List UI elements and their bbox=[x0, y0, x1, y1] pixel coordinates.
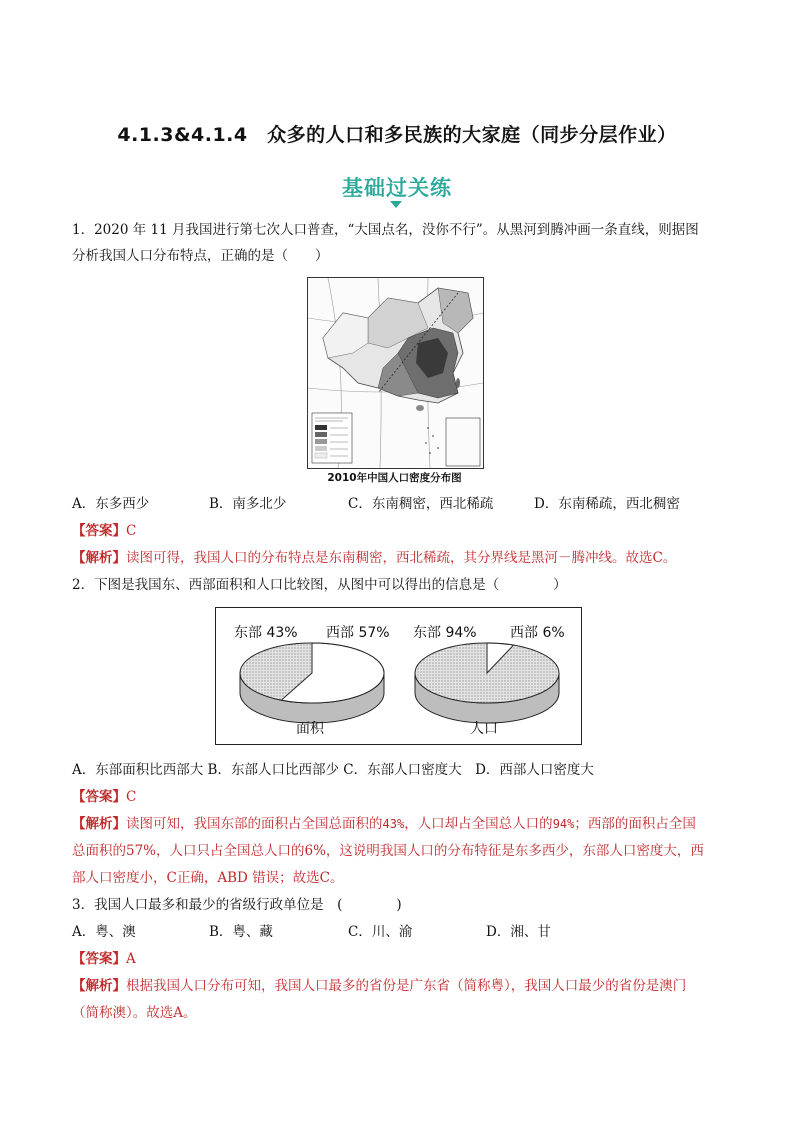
q3-analysis-line1 bbox=[72, 976, 732, 996]
q2-analysis-line2: 总面积的57%，人口只占全国总人口的6%，这说明我国人口的分布特征是东多西少，东部人口密度大，西 bbox=[72, 843, 704, 859]
pie-area-caption: 面积 bbox=[296, 721, 324, 737]
q3-option-c: C．川、渝 bbox=[348, 924, 413, 940]
analysis-tag: 【解析】 bbox=[72, 816, 126, 832]
section-marker-icon bbox=[390, 201, 402, 208]
pie-area-east-label: 东部 43% bbox=[234, 625, 298, 641]
q3-analysis-line2: （简称澳）。故选A。 bbox=[72, 1005, 197, 1021]
answer-tag: 【答案】 bbox=[72, 523, 126, 539]
q2-analysis-line1 bbox=[72, 814, 732, 834]
analysis-tag: 【解析】 bbox=[72, 978, 126, 994]
q1-option-d: D．东南稀疏，西北稠密 bbox=[534, 496, 680, 512]
answer-value: C bbox=[126, 523, 137, 539]
q3-stem: 3．我国人口最多和最少的省级行政单位是 ( ) bbox=[72, 897, 402, 913]
section-heading: 基础过关练 bbox=[342, 176, 452, 200]
q1-stem-line2: 分析我国人口分布特点，正确的是（ ） bbox=[72, 248, 329, 264]
q3-answer bbox=[72, 949, 732, 969]
pie-population-east-label: 东部 94% bbox=[413, 625, 477, 641]
analysis-number: 43% bbox=[382, 817, 405, 831]
pie-population-west-label: 西部 6% bbox=[510, 625, 565, 641]
pie-area-west-label: 西部 57% bbox=[326, 625, 390, 641]
pie-population bbox=[415, 643, 559, 723]
population-density-map bbox=[307, 277, 484, 469]
answer-value: C bbox=[126, 789, 137, 805]
pie-population-caption: 人口 bbox=[470, 721, 498, 737]
q3-option-a: A．粤、澳 bbox=[72, 924, 136, 940]
q1-option-a: A．东多西少 bbox=[72, 496, 150, 512]
page-title: 4.1.3&4.1.4 众多的人口和多民族的大家庭（同步分层作业） bbox=[117, 124, 677, 146]
q2-options: A．东部面积比西部大 B．东部人口比西部少 C．东部人口密度大 D．西部人口密度大 bbox=[72, 762, 594, 778]
q2-stem: 2．下图是我国东、西部面积和人口比较图，从图中可以得出的信息是（ ） bbox=[72, 577, 567, 593]
q3-option-d: D．湘、甘 bbox=[486, 924, 551, 940]
map-graphic bbox=[308, 278, 483, 468]
analysis-text: 读图可知，我国东部的面积占全国总面积的 bbox=[126, 816, 383, 832]
map-caption: 2010年中国人口密度分布图 bbox=[327, 472, 462, 484]
q1-option-c: C．东南稠密，西北稀疏 bbox=[348, 496, 494, 512]
q1-stem-line1: 1．2020 年 11 月我国进行第七次人口普查，“大国点名，没你不行”。从黑河到腾冲画一条直线，则据图 bbox=[72, 222, 699, 238]
analysis-text: 读图可得，我国人口的分布特点是东南稠密，西北稀疏，其分界线是黑河－腾冲线。故选C。 bbox=[126, 550, 677, 566]
answer-value: A bbox=[126, 951, 136, 967]
q2-analysis-line3: 部人口密度小，C正确，ABD 错误；故选C。 bbox=[72, 870, 344, 886]
analysis-text: ，人口却占全国总人口的 bbox=[404, 816, 553, 832]
analysis-number: 94% bbox=[552, 817, 575, 831]
q1-option-b: B．南多北少 bbox=[209, 496, 287, 512]
q1-answer bbox=[72, 521, 732, 541]
analysis-tag: 【解析】 bbox=[72, 550, 126, 566]
pie-area bbox=[240, 643, 384, 723]
analysis-text: ；西部的面积占全国 bbox=[574, 816, 696, 832]
analysis-text: 根据我国人口分布可知，我国人口最多的省份是广东省（简称粤），我国人口最少的省份是澳门 bbox=[126, 978, 687, 994]
answer-tag: 【答案】 bbox=[72, 951, 126, 967]
answer-tag: 【答案】 bbox=[72, 789, 126, 805]
q3-option-b: B．粤、藏 bbox=[209, 924, 273, 940]
q1-analysis bbox=[72, 548, 732, 568]
q2-answer bbox=[72, 787, 732, 807]
east-west-comparison-figure bbox=[215, 607, 582, 745]
